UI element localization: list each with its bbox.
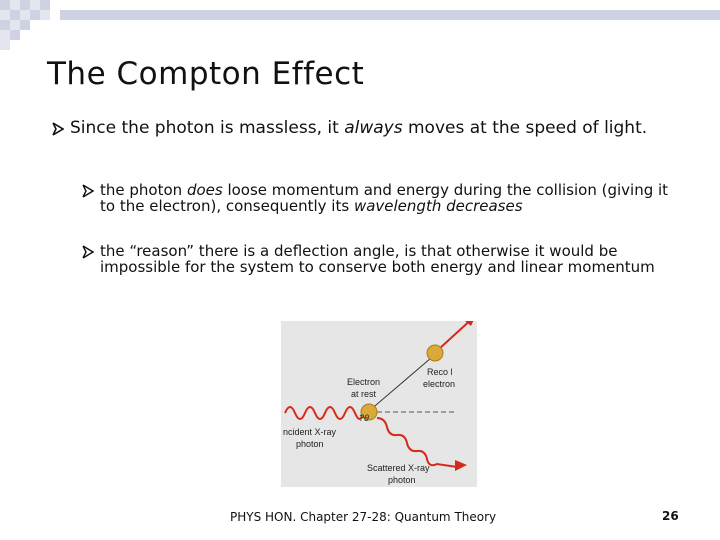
label-scattered: Scattered X-ray — [367, 463, 430, 473]
bullet-sub-momentum-text — [100, 182, 682, 214]
label-incident-photon: photon — [296, 439, 324, 449]
slide-footer: PHYS HON. Chapter 27-28: Quantum Theory — [230, 510, 497, 524]
recoil-electron-ball — [427, 345, 443, 361]
recoil-arrow-line — [439, 321, 474, 349]
bullet-main-text — [70, 120, 647, 137]
label-electron-recoil: electron — [423, 379, 456, 389]
text-segment: loose momentum and energy during the collision (giving it to the electron), consequently its — [100, 181, 669, 215]
text-segment: the photon — [100, 181, 187, 199]
label-incident: ncident X-ray — [283, 427, 337, 437]
label-recoil: Reco l — [427, 367, 453, 377]
emphasis-always: always — [344, 118, 403, 138]
emphasis-does: does — [186, 181, 223, 199]
bullet-main — [52, 120, 692, 140]
compton-scattering-diagram — [281, 321, 477, 487]
text-segment: Since the photon is massless, it — [70, 118, 345, 138]
bullet-arrow-icon — [82, 244, 100, 263]
page-number: 26 — [662, 509, 679, 523]
bullet-sub-reason — [82, 243, 682, 275]
slide-title: The Compton Effect — [47, 56, 365, 92]
label-electron: Electron — [347, 377, 381, 387]
decorative-checker-pattern — [0, 0, 720, 50]
bullet-sub-momentum — [82, 182, 682, 214]
bullet-arrow-icon — [82, 183, 100, 202]
bullet-arrow-icon — [52, 121, 70, 140]
bullet-sub-reason-text: the “reason” there is a deflection angle, is that otherwise it would be impossible for the system to conserve both energy and linear momentum — [100, 242, 655, 276]
label-at-rest: at rest — [351, 389, 377, 399]
emphasis-wavelength-decreases: wavelength decreases — [353, 197, 523, 215]
label-scattered-photon: photon — [388, 475, 416, 485]
incident-photon-wave — [285, 407, 363, 419]
scattered-arrow-head — [455, 460, 467, 471]
text-segment: moves at the speed of light. — [402, 118, 648, 138]
label-theta: ?θ — [359, 413, 369, 423]
diagram-svg — [281, 321, 477, 487]
scattered-photon-wave — [377, 418, 457, 467]
